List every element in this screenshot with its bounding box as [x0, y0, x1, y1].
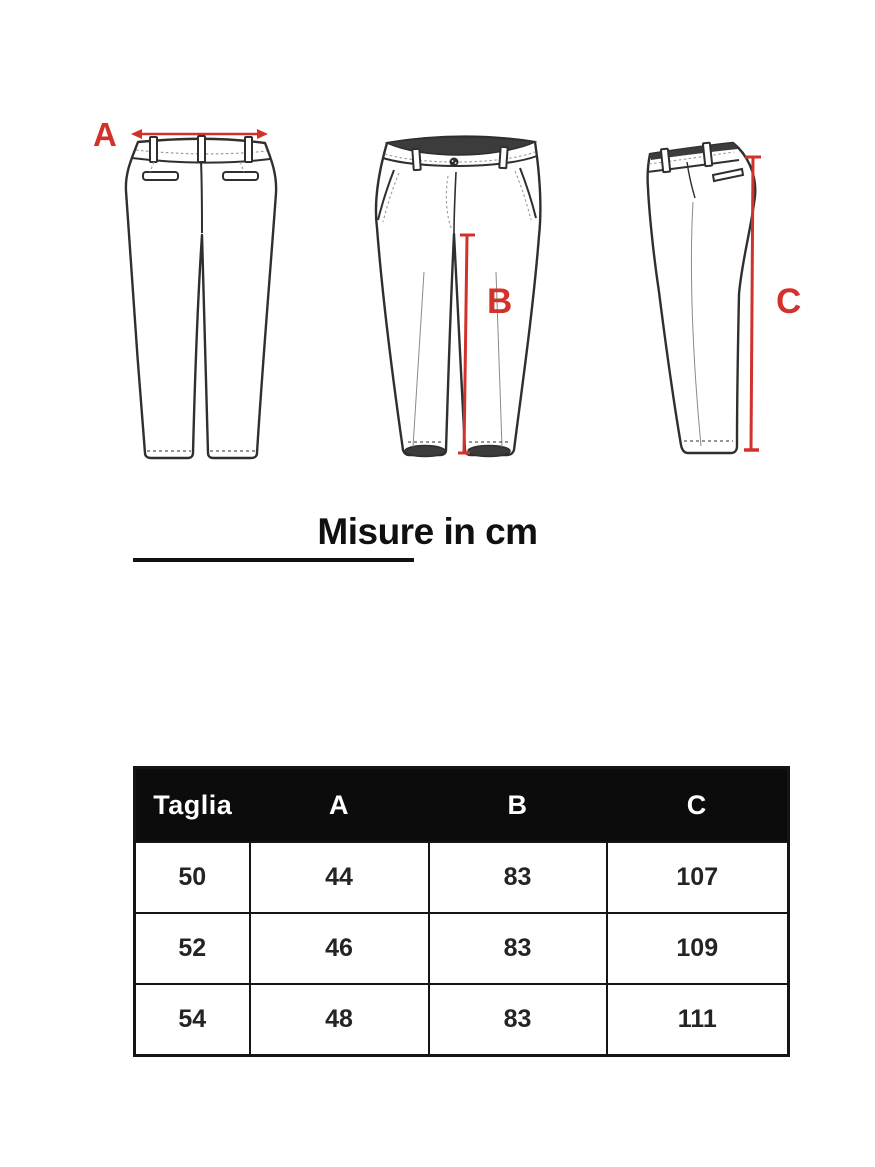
measure-cell: 111	[607, 984, 789, 1056]
title-underline	[133, 558, 414, 562]
size-cell: 54	[135, 984, 250, 1056]
pants-back-view-drawing	[90, 105, 335, 475]
right-hem-opening	[468, 446, 510, 457]
button-hole	[452, 160, 454, 162]
table-row	[135, 842, 789, 913]
back-view-body	[126, 139, 276, 458]
pants-front-view-drawing	[368, 132, 568, 472]
size-table	[133, 766, 790, 1057]
column-header-a: A	[250, 768, 429, 843]
measure-cell: 83	[429, 842, 607, 913]
measure-cell: 46	[250, 913, 429, 984]
size-cell: 52	[135, 913, 250, 984]
table-row	[135, 913, 789, 984]
button-hole	[455, 162, 457, 164]
measure-label-b: B	[487, 282, 513, 321]
measure-label-a: A	[93, 116, 117, 153]
page-title: Misure in cm	[317, 511, 538, 552]
column-header-taglia: Taglia	[135, 768, 250, 843]
measure-cell: 83	[429, 984, 607, 1056]
measure-cell: 48	[250, 984, 429, 1056]
measure-cell: 44	[250, 842, 429, 913]
side-view-body	[647, 143, 755, 453]
measure-cell: 83	[429, 913, 607, 984]
size-cell: 50	[135, 842, 250, 913]
column-header-c: C	[607, 768, 789, 843]
measure-label-c: C	[776, 282, 802, 321]
measure-cell: 109	[607, 913, 789, 984]
table-row	[135, 984, 789, 1056]
waist-button	[450, 158, 459, 167]
left-hem-opening	[405, 446, 445, 457]
front-view-body	[376, 136, 540, 456]
size-table-header-row	[135, 768, 789, 843]
measure-cell: 107	[607, 842, 789, 913]
column-header-b: B	[429, 768, 607, 843]
